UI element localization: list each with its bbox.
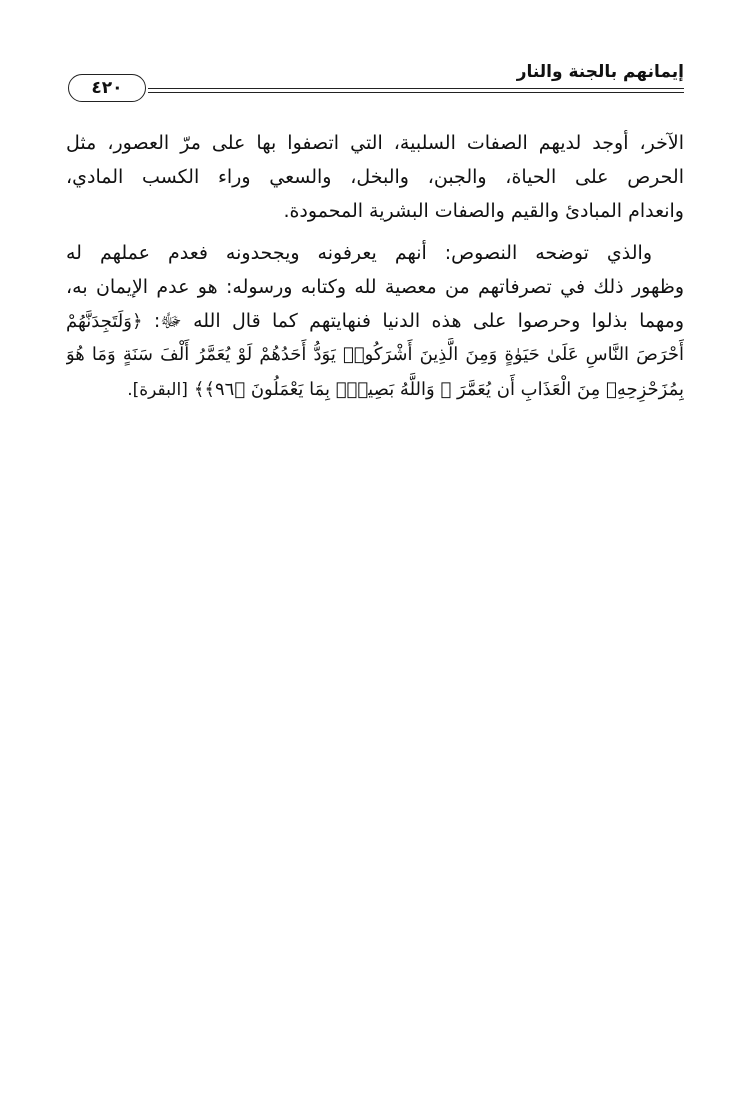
header-rule-upper (66, 88, 684, 89)
paragraph-1 (66, 126, 684, 228)
paragraph-1-line-2: الحرص على الحياة، والجبن، والبخل، والسعي وراء الكسب المادي، (66, 166, 684, 188)
quran-verse-line: أَحْرَصَ النَّاسِ عَلَىٰ حَيَوٰةٍ وَمِنَ الَّذِينَ أَشْرَكُوا۟ يَوَدُّ أَحَدُهُمْ لَوْ يُعَمَّرُ أَلْفَ سَنَةٍ وَمَا هُوَ (66, 344, 684, 365)
paragraph-2-line-5 (66, 372, 684, 406)
surah-reference: [البقرة]. (127, 380, 188, 400)
paragraph-1-line-1: الآخر، أوجد لديهم الصفات السلبية، التي اتصفوا بها على مرّ العصور، مثل (66, 132, 684, 154)
running-title: إيمانهم بالجنة والنار (516, 62, 684, 82)
page-number: ٤٢٠ (91, 78, 123, 98)
page-number-badge (66, 74, 148, 104)
page-number-frame (68, 74, 146, 102)
paragraph-2-line-3 (66, 304, 684, 338)
paragraph-2-line-1: والذي توضحه النصوص: أنهم يعرفونه ويجحدونه فعدم عملهم له (66, 242, 652, 264)
page-body (66, 126, 684, 406)
paragraph-2 (66, 236, 684, 406)
paragraph-2-line-2: وظهور ذلك في تصرفاتهم من معصية لله وكتابه ورسوله: هو عدم الإيمان به، (66, 276, 684, 298)
paragraph-1-line-3: وانعدام المبادئ والقيم والصفات البشرية المحمودة. (283, 200, 684, 222)
header-rule-lower (66, 92, 684, 93)
page-header (66, 58, 684, 102)
paragraph-2-line-3-text: ومهما بذلوا وحرصوا على هذه الدنيا فنهايتهم كما قال الله ﷻ: (153, 310, 684, 332)
quran-verse-start: ﴿وَلَتَجِدَنَّهُمْ (66, 311, 143, 332)
quran-verse-end: بِمُزَحْزِحِهِۦ مِنَ الْعَذَابِ أَن يُعَمَّرَ ۗ وَاللَّهُ بَصِيرٌۢ بِمَا يَعْمَلُونَ ﴿٩٦﴾﴾ (193, 379, 684, 400)
